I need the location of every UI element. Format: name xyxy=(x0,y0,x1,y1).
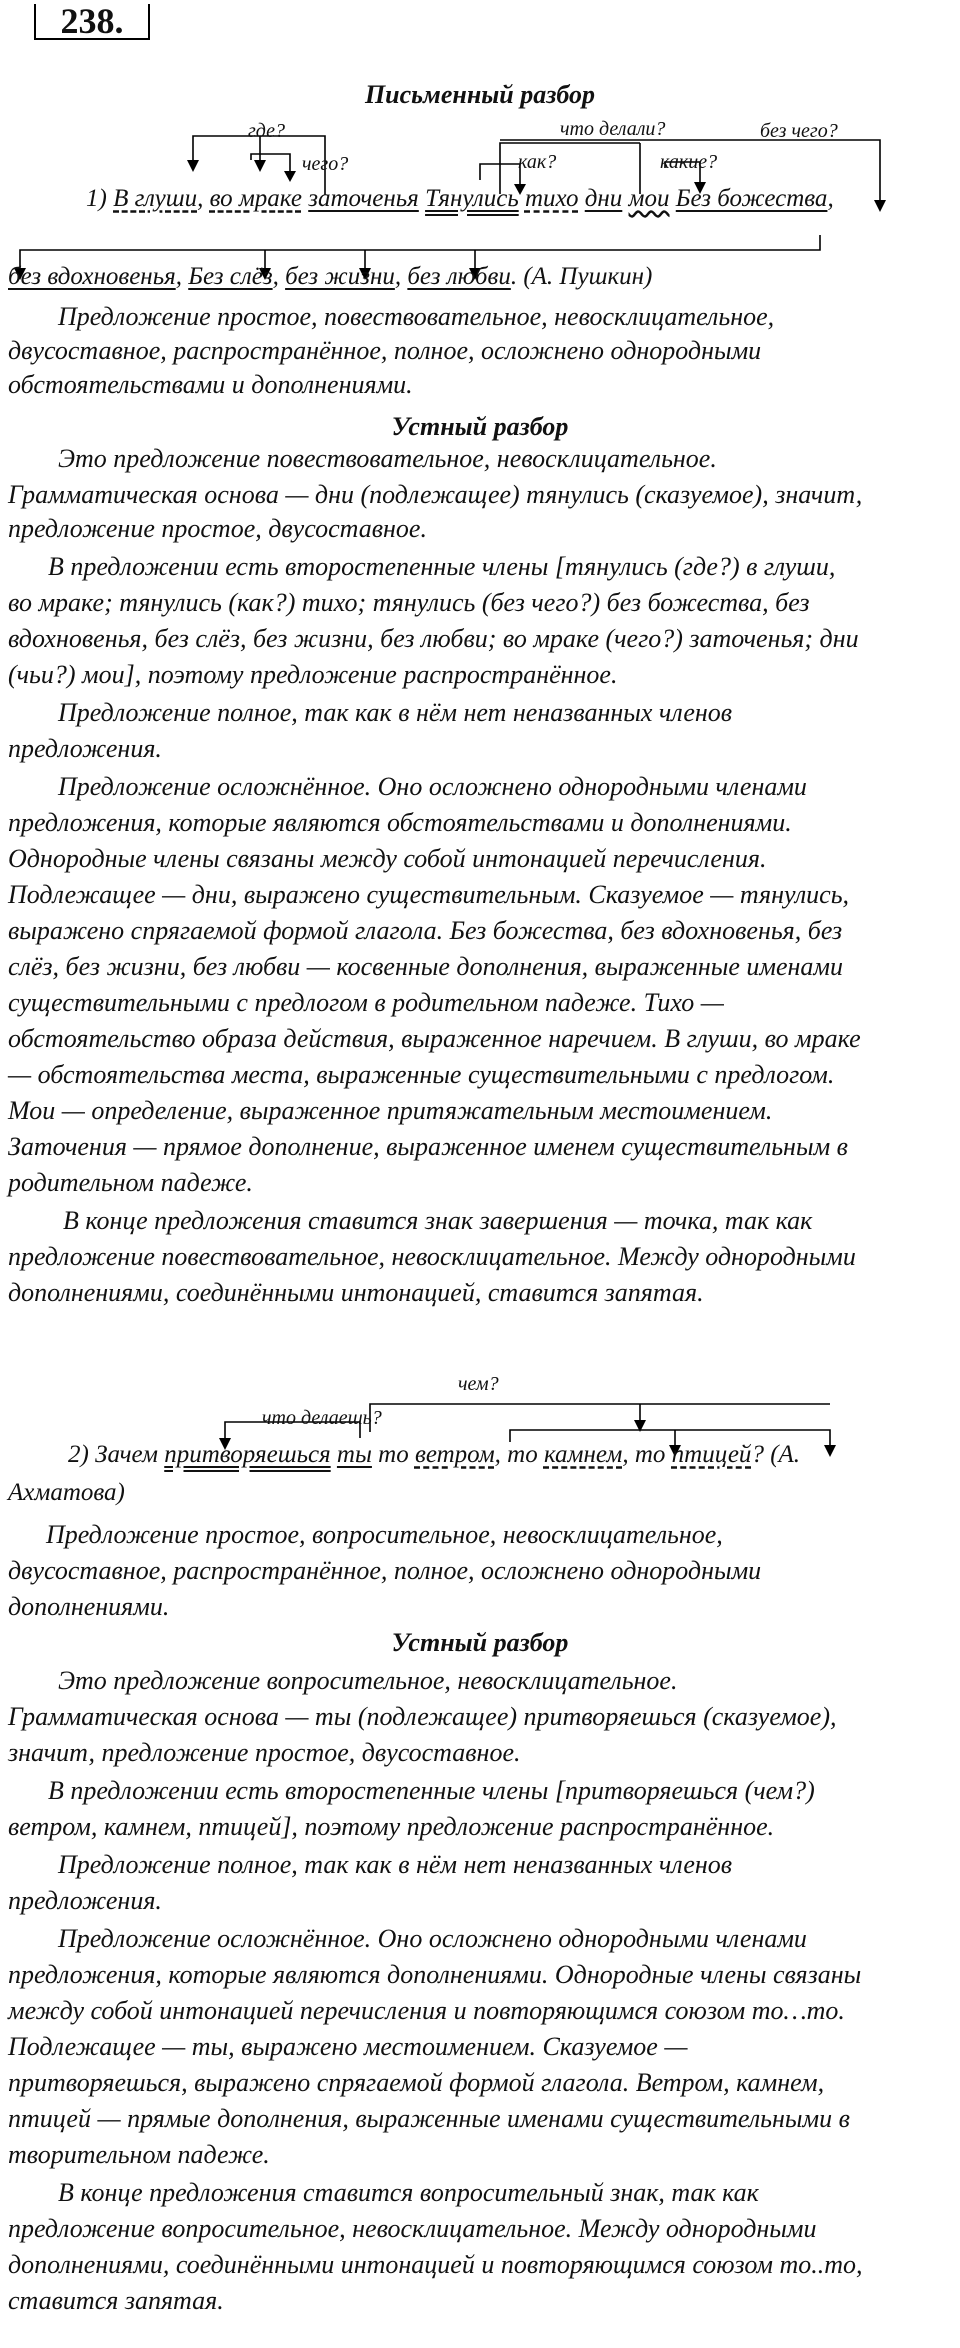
text-line: Это предложение повествовательное, невосклицательное. xyxy=(58,444,717,473)
s2-t1: то xyxy=(378,1441,409,1468)
text-line: дополнениями, соединёнными интонацией и повторяющимся союзом то..то, xyxy=(8,2250,863,2279)
text-line: во мраке; тянулись (как?) тихо; тянулись (без чего?) без божества, без xyxy=(8,588,810,617)
q-of-what: чего? xyxy=(302,153,349,175)
s2-number: 2) Зачем xyxy=(68,1441,158,1468)
text-line: Предложение простое, повествовательное, невосклицательное, xyxy=(58,302,775,331)
text-line: Однородные члены связаны между собой интонацией перечисления. xyxy=(8,844,767,873)
text-line: двусоставное, распространённое, полное, осложнено однородными xyxy=(8,336,762,365)
text-line: обстоятельство образа действия, выраженное наречием. В глуши, во мраке xyxy=(8,1024,861,1053)
q-what-did: что делали? xyxy=(560,118,666,140)
q-which: какие? xyxy=(660,151,718,173)
s1-w1: В глуши xyxy=(113,185,198,212)
s1-w2: во мраке xyxy=(209,185,302,212)
s1-w5: тихо xyxy=(524,185,579,212)
q-without-what: без чего? xyxy=(760,120,838,142)
q-how: как? xyxy=(518,151,557,173)
s2-w3: ветром xyxy=(414,1441,495,1468)
text-line: — обстоятельства места, выраженные существительными с предлогом. xyxy=(8,1060,835,1089)
text-line: предложения, которые являются дополнениями. Однородные члены связаны xyxy=(8,1960,862,1989)
text-line: Подлежащее — дни, выражено существительным. Сказуемое — тянулись, xyxy=(8,880,850,909)
text-line: Подлежащее — ты, выражено местоимением. Сказуемое — xyxy=(8,2032,688,2061)
text-line: предложение простое, двусоставное. xyxy=(8,514,427,543)
q-what-do: что делаешь? xyxy=(262,1407,382,1429)
text-line: ставится запятая. xyxy=(8,2286,224,2315)
text-line: между собой интонацией перечисления и повторяющимся союзом то…то. xyxy=(8,1996,845,2025)
text-line: предложения, которые являются обстоятельствами и дополнениями. xyxy=(8,808,792,837)
s1-number: 1) xyxy=(86,185,107,212)
s1-w12: без любви xyxy=(407,263,511,290)
s1-w4: Тянулись xyxy=(425,185,519,212)
text-line: Предложение полное, так как в нём нет неназванных членов xyxy=(58,698,733,727)
text-line: дополнениями. xyxy=(8,1592,170,1621)
text-line: В конце предложения ставится вопросительный знак, так как xyxy=(58,2178,759,2207)
text-line: дополнениями, соединёнными интонацией, ставится запятая. xyxy=(8,1278,704,1307)
text-line: Предложение осложнённое. Оно осложнено однородными членами xyxy=(58,1924,807,1953)
text-line: предложения. xyxy=(8,1886,162,1915)
s2-w5: птицей xyxy=(671,1441,752,1468)
text-line: существительными с предлогом в родительном падеже. Тихо — xyxy=(8,988,724,1017)
text-line: слёз, без жизни, без любви — косвенные дополнения, выраженные именами xyxy=(8,952,844,981)
sentence-2-line-1: 2) Зачем притворяешься ты то ветром, то камнем, то птицей? (А. xyxy=(68,1441,801,1468)
text-line: Заточения — прямое дополнение, выраженное именем существительным в xyxy=(8,1132,848,1161)
s2-end: ? (А. xyxy=(751,1441,801,1468)
text-line: Предложение полное, так как в нём нет неназванных членов xyxy=(58,1850,733,1879)
s2-author2: Ахматова) xyxy=(8,1479,125,1506)
text-line: притворяешься, выражено спрягаемой формой глагола. Ветром, камнем, xyxy=(8,2068,825,2097)
s2-w2: ты xyxy=(336,1441,372,1468)
text-line: Грамматическая основа — ты (подлежащее) притворяешься (сказуемое), xyxy=(8,1702,837,1731)
text-line: Грамматическая основа — дни (подлежащее) тянулись (сказуемое), значит, xyxy=(8,480,863,509)
text-line: вдохновенья, без слёз, без жизни, без любви; во мраке (чего?) заточенья; дни xyxy=(8,624,859,653)
s1-w8: Без божества xyxy=(675,185,828,212)
s1-w3: заточенья xyxy=(308,185,419,212)
text-line: Это предложение вопросительное, невосклицательное. xyxy=(58,1666,678,1695)
text-line: творительном падеже. xyxy=(8,2140,270,2169)
s1-author: . (А. Пушкин) xyxy=(510,263,653,290)
heading-oral-1: Устный разбор xyxy=(391,412,569,441)
sentence-1-line-1: 1) В глуши, во мраке заточенья Тянулись тихо дни мои Без божества, xyxy=(86,185,834,212)
text-line: выражено спрягаемой формой глагола. Без божества, без вдохновенья, без xyxy=(8,916,843,945)
text-line: В конце предложения ставится знак завершения — точка, так как xyxy=(63,1206,813,1235)
s1-w10: Без слёз xyxy=(188,263,273,290)
text-line: ветром, камнем, птицей], поэтому предложение распространённое. xyxy=(8,1812,775,1841)
text-line: Предложение осложнённое. Оно осложнено однородными членами xyxy=(58,772,807,801)
s2-w4: камнем xyxy=(543,1441,623,1468)
text-line: птицей — прямые дополнения, выраженные именами существительными в xyxy=(8,2104,850,2133)
s2-t3: то xyxy=(634,1441,666,1468)
s1-w11: без жизни xyxy=(285,263,395,290)
heading-written-1: Письменный разбор xyxy=(364,80,596,109)
s1-w7: мои xyxy=(628,185,670,212)
exercise-number: 238. xyxy=(34,4,150,40)
text-line: (чьи?) мои], поэтому предложение распространённое. xyxy=(8,660,618,689)
text-line: В предложении есть второстепенные члены [тянулись (где?) в глуши, xyxy=(48,552,836,581)
sentence-1-line-2: без вдохновенья, Без слёз, без жизни, без любви. (А. Пушкин) xyxy=(8,263,653,290)
s2-t2: то xyxy=(507,1441,538,1468)
q-with-what: чем? xyxy=(458,1373,499,1395)
s1-w6: дни xyxy=(584,185,623,212)
text-line: значит, предложение простое, двусоставное. xyxy=(8,1738,521,1767)
text-line: В предложении есть второстепенные члены [притворяешься (чем?) xyxy=(48,1776,815,1805)
s2-w1: притворяешься xyxy=(164,1441,331,1468)
text-line: предложение вопросительное, невосклицательное. Между однородными xyxy=(8,2214,817,2243)
text-line: родительном падеже. xyxy=(8,1168,253,1197)
text-line: двусоставное, распространённое, полное, осложнено однородными xyxy=(8,1556,762,1585)
text-line: предложение повествовательное, невосклицательное. Между однородными xyxy=(8,1242,856,1271)
heading-oral-2: Устный разбор xyxy=(391,1628,569,1657)
text-line: предложения. xyxy=(8,734,162,763)
text-line: обстоятельствами и дополнениями. xyxy=(8,370,413,399)
text-line: Мои — определение, выраженное притяжательным местоимением. xyxy=(8,1096,773,1125)
q-where: где? xyxy=(248,120,286,142)
text-line: Предложение простое, вопросительное, невосклицательное, xyxy=(46,1520,723,1549)
s1-w9: без вдохновенья xyxy=(8,263,176,290)
